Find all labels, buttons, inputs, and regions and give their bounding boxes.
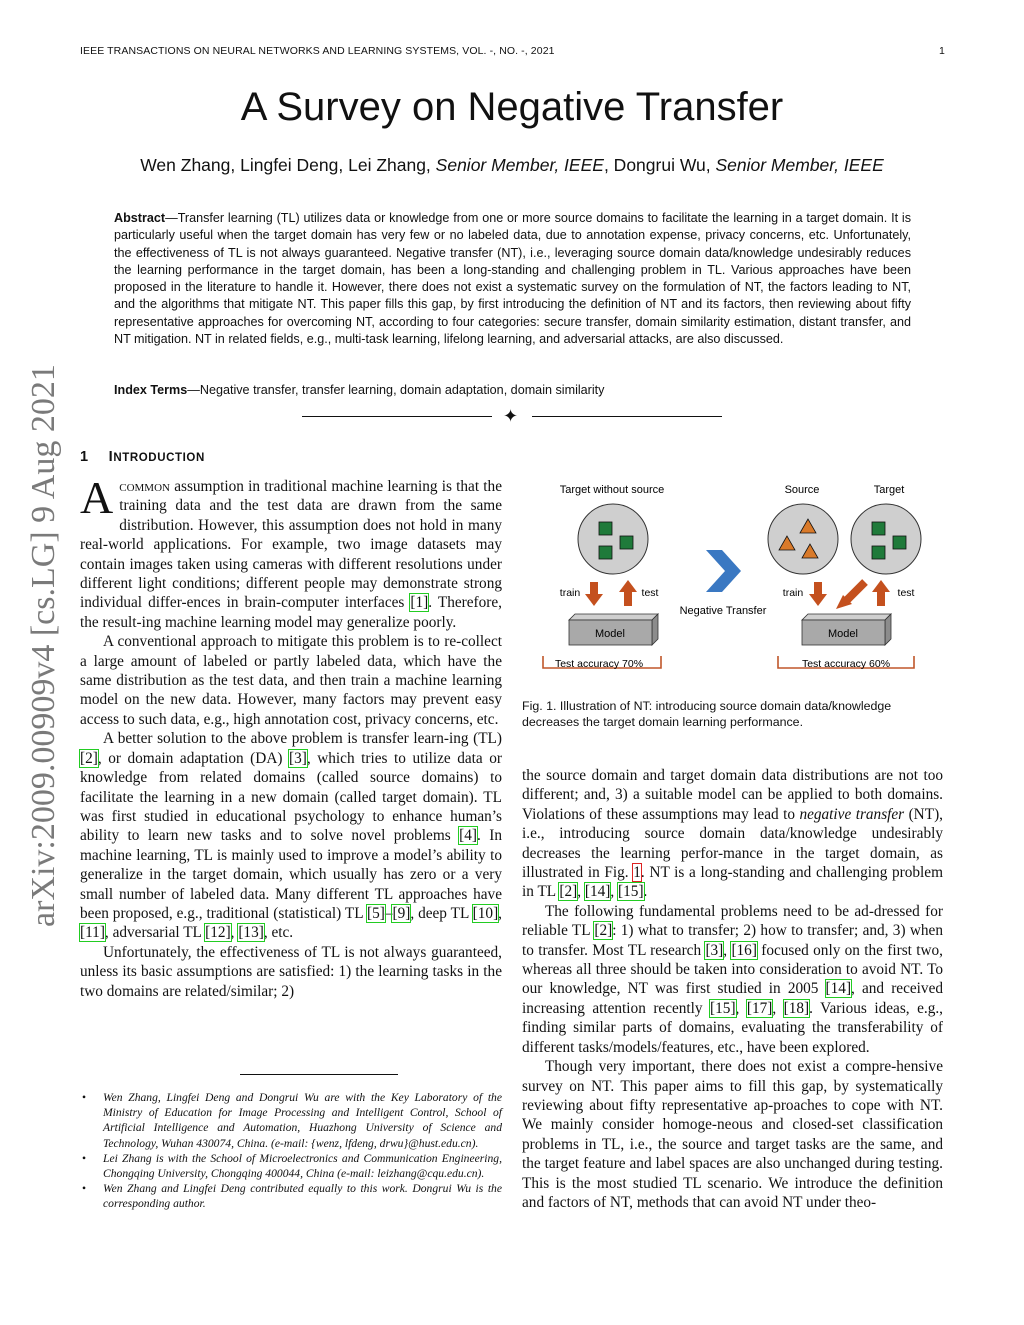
footnote xyxy=(80,1151,502,1181)
target-sample-square-icon xyxy=(599,546,612,559)
text-run: , xyxy=(772,999,784,1017)
citation-link[interactable]: [2] xyxy=(80,749,98,767)
text-run: . Therefore, the result-ing machine learning model may generalize poorly. xyxy=(80,594,502,631)
paragraph xyxy=(80,472,502,632)
target-sample-square-icon xyxy=(872,546,885,559)
citation-link[interactable]: [18] xyxy=(783,999,810,1017)
target-domain-circle xyxy=(851,504,921,574)
text-run: (NT), i.e., introducing source domain data/knowledge undesirably decreases the learning perfor-mance in the target domain, as illustrated in Fig. xyxy=(522,805,943,882)
citation-link[interactable]: [15] xyxy=(618,883,644,901)
text-run: , or domain adaptation (DA) xyxy=(97,749,289,767)
source-domain-circle xyxy=(768,504,838,574)
author-names-2: , Dongrui Wu, xyxy=(603,155,716,175)
text-run: , deep TL xyxy=(410,904,473,922)
footnote xyxy=(80,1090,502,1151)
test-label: test xyxy=(897,587,915,599)
drop-cap: A xyxy=(80,472,114,523)
citation-link[interactable]: [2] xyxy=(594,922,613,940)
index-terms xyxy=(114,383,911,397)
section-title-rest: NTRODUCTION xyxy=(113,452,205,464)
figure-caption: Fig. 1. Illustration of NT: introducing source domain data/knowledge decreases the target domain learning performance. xyxy=(522,699,892,729)
label-target: Target xyxy=(873,484,905,496)
paragraph: Unfortunately, the effectiveness of TL is not always guaranteed, unless its basic assumptions are satisfied: 1) the learning tasks in the two domains are related/similar; 2) xyxy=(80,943,502,1000)
text-run: , xyxy=(230,924,239,942)
paragraph xyxy=(522,902,943,1057)
figure-nt-illustration xyxy=(522,478,943,688)
train-arrow-left-icon xyxy=(585,582,603,606)
section-heading xyxy=(80,449,205,465)
citation-link[interactable]: [14] xyxy=(584,883,611,901)
paragraph: Though very important, there does not exist a compre-hensive survey on NT. This paper aims to fill this gap, by systematically reviewing about fifty representative ap-proaches to cope with NT. We mainly consider homoge-neous and closed-set classification problems in TL, i.e., the source and target tasks are the same, and the target feature and label spaces are also unchanged during testing. This is the most studied TL scenario. We introduce the definition and factors of NT, methods that can avoid NT under theo- xyxy=(522,1058,943,1211)
text-run: , xyxy=(723,941,732,959)
text-run: , xyxy=(735,999,747,1017)
model-label: Model xyxy=(828,628,858,640)
citation-link[interactable]: [10] xyxy=(472,904,499,922)
text-run: , xyxy=(498,904,502,922)
paper-title: A Survey on Negative Transfer xyxy=(240,85,784,129)
paragraph: A conventional approach to mitigate this problem is to re-collect a large amount of labeled or partly labeled data, which have the same distribution as the test data, and then train a machine learning model on the new data. However, many factors may prevent easy access to such data, e.g., high annotation cost, privacy concerns, etc. xyxy=(80,633,502,728)
author-role-1: Senior Member, IEEE xyxy=(435,155,604,175)
test-arrow-left-icon xyxy=(619,580,637,606)
text-run: The following fundamental problems need to be ad-dressed for reliable TL xyxy=(522,902,943,940)
author-names-1: Wen Zhang, Lingfei Deng, Lei Zhang, xyxy=(140,155,436,175)
figure-reference-link[interactable]: 1 xyxy=(633,864,641,882)
text-run: . Various ideas, e.g., finding similar parts of domains, evaluating the transferability of different tasks/models/features, etc., have been explored. xyxy=(522,999,943,1056)
train-label: train xyxy=(782,587,804,599)
text-run: . NT is a long-standing and challenging problem in TL xyxy=(522,864,943,901)
text-run: assumption in traditional machine learning is that the training data and the test data are drawn from the same distribution. However, this assumption does not hold in many real-world applications. For example, two image datasets may contain images taken using cameras with different resolutions under different light conditions; different people may demonstrate strong individual differ-ences in brain-computer interfaces xyxy=(80,478,502,612)
abstract xyxy=(114,210,911,348)
divider-diamond-icon: ✦ xyxy=(503,406,519,426)
negative-transfer-chevron-icon xyxy=(706,550,741,592)
footnote-rule xyxy=(240,1074,398,1075)
footnote-text: Wen Zhang, Lingfei Deng and Dongrui Wu are with the Key Laboratory of the Ministry of Education for Image Processing and Intelligent Control, School of Artificial Intelligence and Automation, Huazhong University of Science and Technology, Wuhan 430074, China. (e-mail: {wenz, lfdeng, drwu}@hust.edu.cn). xyxy=(103,1091,502,1150)
running-header-text: IEEE TRANSACTIONS ON NEURAL NETWORKS AND LEARNING SYSTEMS, VOL. -, NO. -, 2021 xyxy=(80,45,555,57)
text-run: the source domain and target domain data distributions are not too different; and, 3) a suitable model can be applied to both domains. Violations of these assumptions may lead to xyxy=(522,767,943,823)
bullet-icon: • xyxy=(82,1182,87,1196)
citation-link[interactable]: [14] xyxy=(825,980,852,998)
abstract-label: Abstract xyxy=(114,211,166,225)
citation-link[interactable]: [4] xyxy=(459,827,477,845)
divider-line-left xyxy=(302,416,492,417)
bullet-icon: • xyxy=(82,1091,87,1104)
footnote-text: Lei Zhang is with the School of Microelectronics and Communication Engineering, Chongqing University, Chongqing 400044, China (e-mail: leizhang@cqu.edu.cn). xyxy=(103,1151,502,1181)
train-arrow-right-icon xyxy=(809,582,827,606)
negative-transfer-label: Negative Transfer xyxy=(679,605,767,617)
citation-link[interactable]: [1] xyxy=(410,594,429,612)
text-run: : 1) what to transfer; 2) how to transfer; and, 3) when to transfer. Most TL research xyxy=(522,922,943,959)
running-header xyxy=(80,45,945,57)
label-target-without-source: Target without source xyxy=(559,484,665,496)
authors xyxy=(0,155,1024,176)
citation-link[interactable]: [12] xyxy=(205,924,231,942)
target-domain-circle xyxy=(578,504,648,574)
index-terms-text: —Negative transfer, transfer learning, domain adaptation, domain similarity xyxy=(187,383,605,397)
paragraph xyxy=(80,729,502,942)
index-terms-label: Index Terms xyxy=(114,383,188,397)
section-title-initial: I xyxy=(108,449,114,465)
citation-link[interactable]: [3] xyxy=(289,749,307,767)
text-run: , and received increasing attention recently xyxy=(522,980,944,1017)
footnote xyxy=(80,1181,502,1211)
left-column xyxy=(80,472,502,1001)
source-to-model-arrow-icon xyxy=(836,582,865,609)
page-number: 1 xyxy=(939,45,945,57)
test-arrow-right-icon xyxy=(872,580,890,606)
citation-link[interactable]: [9] xyxy=(392,904,411,922)
text-run: focused only on the first two, whereas all three should be taken into consideration to avoid NT. To our knowledge, NT was first studied in 2005 xyxy=(522,941,944,998)
text-run: – xyxy=(384,904,393,922)
smallcaps-word: common xyxy=(119,478,170,495)
citation-link[interactable]: [5] xyxy=(366,904,385,922)
text-run: , etc. xyxy=(263,924,294,942)
text-run: , xyxy=(577,883,585,901)
train-label: train xyxy=(559,587,581,599)
bullet-icon: • xyxy=(82,1151,87,1165)
model-label: Model xyxy=(595,628,625,640)
text-run: , xyxy=(610,883,619,901)
citation-link[interactable]: [11] xyxy=(80,924,105,942)
target-sample-square-icon xyxy=(620,536,633,549)
footnotes xyxy=(80,1090,502,1212)
accuracy-right: Test accuracy 60% xyxy=(801,658,891,670)
citation-link[interactable]: [3] xyxy=(705,941,724,959)
text-run: . xyxy=(643,883,648,901)
footnote-text: Wen Zhang and Lingfei Deng contributed equally to this work. Dongrui Wu is the corresponding author. xyxy=(103,1182,502,1211)
arxiv-stamp: arXiv:2009.00909v4 [cs.LG] 9 Aug 2021 xyxy=(25,364,62,927)
target-sample-square-icon xyxy=(872,522,885,535)
target-sample-square-icon xyxy=(893,536,906,549)
emphasis-term: negative transfer xyxy=(799,805,905,823)
citation-link[interactable]: [2] xyxy=(559,883,578,901)
label-source: Source xyxy=(784,484,820,496)
section-number: 1 xyxy=(80,449,89,465)
citation-link[interactable]: [15] xyxy=(710,999,736,1017)
text-run: , which tries to utilize data or knowledge from related domains (called source domains) to facilitate the learning in a new domain (called target domain). TL was first studied in educational psychology to enhance human’s ability to learn new tasks and to solve novel problems xyxy=(80,749,502,845)
author-role-2: Senior Member, IEEE xyxy=(715,155,884,175)
text-run: , adversarial TL xyxy=(104,924,206,942)
accuracy-left: Test accuracy 70% xyxy=(554,658,644,670)
citation-link[interactable]: [16] xyxy=(731,941,757,959)
text-run: . In machine learning, TL is mainly used to improve a model’s ability to generalize in the target domain, which usually has zero or a very small number of labeled data. Many different TL approaches have been proposed, e.g., traditional (statistical) TL xyxy=(80,827,502,922)
abstract-text: —Transfer learning (TL) utilizes data or knowledge from one or more source domains to facilitate the learning in a target domain. It is particularly useful when the target domain has very few or no labeled data, due to annotation expense, privacy concerns, etc. Unfortunately, the effectiveness of TL is not always guaranteed. Negative transfer (NT), i.e., leveraging source domain data/knowledge undesirably reduces the learning performance in the target domain, has been a long-standing and challenging problem in TL. Various approaches have been proposed in the literature to handle it. However, there does not exist a systematic survey on the formulation of NT, the factors leading to NT, and the algorithms that mitigate NT. This paper fills this gap, by first introducing the definition of NT and its factors, then reviewing about fifty representative approaches for overcoming NT, according to four categories: secure transfer, domain similarity estimation, distant transfer, and NT mitigation. NT in related fields, e.g., multi-task learning, lifelong learning, and adversarial attacks, are also discussed. xyxy=(114,211,911,347)
right-column xyxy=(522,766,943,1212)
test-label: test xyxy=(641,587,659,599)
divider-line-right xyxy=(532,416,722,417)
text-run: A better solution to the above problem is transfer learn-ing (TL) xyxy=(102,730,502,748)
paragraph xyxy=(522,766,943,902)
target-sample-square-icon xyxy=(599,522,612,535)
citation-link[interactable]: [17] xyxy=(746,999,773,1017)
citation-link[interactable]: [13] xyxy=(238,924,264,942)
